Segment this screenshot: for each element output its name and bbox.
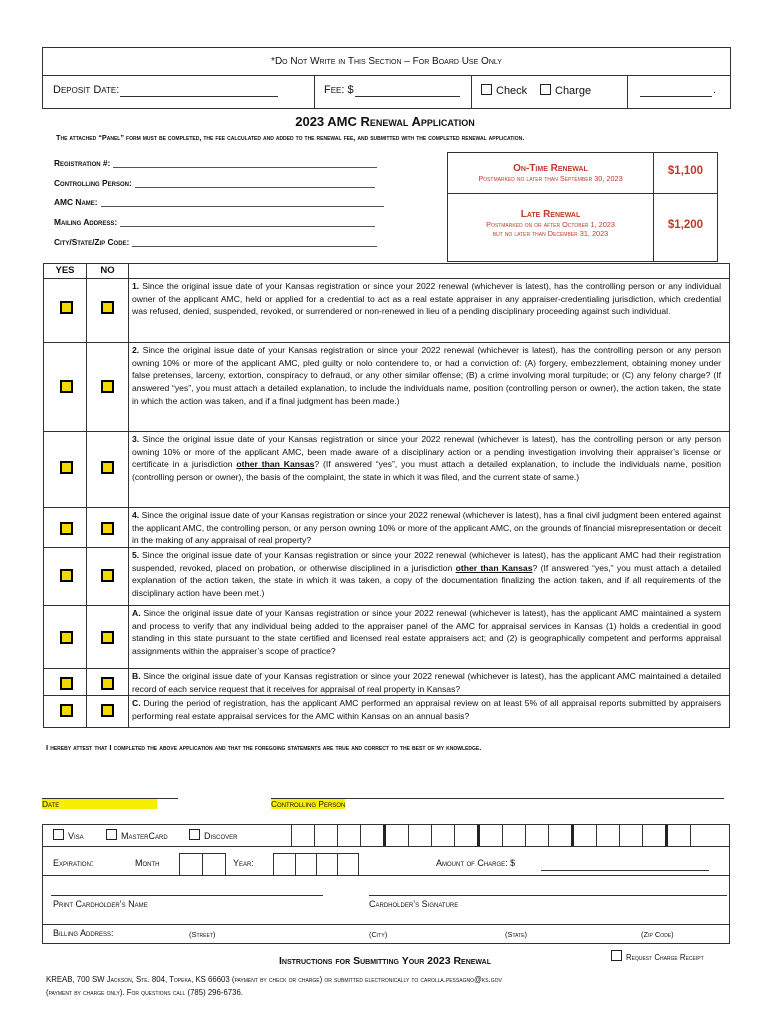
- fee-field[interactable]: [355, 84, 460, 97]
- check-option[interactable]: Check: [481, 84, 527, 97]
- question-a-text: A. Since the original issue date of your Kansas registration or since your 2022 renewal (whichever is latest), has the applicant AMC maintained a system and process to verify that any individual being added to the appraiser panel of the AMC for appraisal services in Kansas (1) holds a credential in good standing in this state pursuant to the state certified and licensed real estate appraisers act; and (2) is geographically competent and performs appraisal assignments within the appraiser’s scope of practice?: [132, 608, 721, 657]
- question-4-yes-checkbox[interactable]: [60, 522, 73, 535]
- question-1-yes-checkbox[interactable]: [60, 301, 73, 314]
- ontime-renewal-deadline: Postmarked no later than September 30, 2023: [478, 174, 623, 183]
- submission-instructions-title: Instructions for Submitting Your 2023 Renewal: [279, 955, 491, 967]
- question-1-no-checkbox[interactable]: [101, 301, 114, 314]
- question-3-text: 3. Since the original issue date of your Kansas registration or since your 2022 renewal (whichever is latest), has the controlling person or any person owning 10% or more of the applicant AMC, been made aware of a disciplinary action or a pending investigation involving their appraiser’s license or certificate in a jurisdiction other than Kansas? (If answered “yes”, you must attach a detailed explanation, to include the individuals name, position (controlling person or owner), the basis of the complaint, the state in which it was filed, and the current state of same.): [132, 434, 721, 483]
- page-title: 2023 AMC Renewal Application: [295, 114, 475, 129]
- state-label: (State): [505, 930, 528, 939]
- date-signature-line: [42, 798, 178, 813]
- question-c-text: C. During the period of registration, has the applicant AMC performed an appraisal review on at least 5% of all appraisal reports submitted by appraisers performing real estate appraisal services for the AMC within Kansas on an annual basis?: [132, 698, 721, 721]
- controlling-person-signature-line: [271, 798, 724, 813]
- late-renewal-deadline-end: but no later than December 31, 2023: [492, 229, 609, 238]
- question-a-yes-checkbox[interactable]: [60, 631, 73, 644]
- month-label: Month: [135, 858, 160, 868]
- ontime-renewal-label: On-Time Renewal: [513, 163, 588, 174]
- request-receipt-option[interactable]: Request Charge Receipt: [611, 950, 704, 962]
- board-trail: .: [713, 84, 717, 96]
- question-a-no-checkbox[interactable]: [101, 631, 114, 644]
- question-4-no-checkbox[interactable]: [101, 522, 114, 535]
- street-label: (Street): [189, 930, 216, 939]
- billing-address-label: Billing Address:: [53, 928, 114, 938]
- late-renewal-deadline-start: Postmarked on or after October 1, 2023: [486, 220, 615, 229]
- question-row-2: [44, 342, 729, 432]
- cardholder-name-field[interactable]: [51, 883, 323, 896]
- charge-checkbox[interactable]: [540, 84, 551, 95]
- year-field[interactable]: [273, 853, 359, 876]
- submission-address: [46, 973, 736, 999]
- city-label: (City): [369, 930, 388, 939]
- zip-label: (Zip Code): [641, 930, 674, 939]
- discover-checkbox[interactable]: [189, 829, 200, 840]
- question-row-3: [44, 431, 729, 508]
- visa-checkbox[interactable]: [53, 829, 64, 840]
- no-column-header: NO: [100, 265, 115, 276]
- question-3-no-checkbox[interactable]: [101, 461, 114, 474]
- question-4-text: 4. Since the original issue date of your Kansas registration or since your 2022 renewal (whichever is latest), has a final civil judgment been entered against the applicant AMC, the controlling person, or any person owning 10% or more of the applicant AMC, on the grounds of financial misrepresentation or deceit in the making of any appraisal of real property?: [132, 510, 721, 546]
- mastercard-option[interactable]: MasterCard: [106, 829, 168, 841]
- deposit-date-field[interactable]: [120, 84, 278, 97]
- mailing-address-field[interactable]: Mailing Address:: [54, 217, 375, 227]
- board-extra-field[interactable]: [640, 84, 712, 97]
- expiration-label: Expiration:: [53, 858, 94, 868]
- controlling-person-field[interactable]: Controlling Person:: [54, 178, 375, 188]
- fee-table: [447, 152, 718, 262]
- question-5-no-checkbox[interactable]: [101, 569, 114, 582]
- amount-label: Amount of Charge: $: [436, 858, 516, 868]
- question-b-yes-checkbox[interactable]: [60, 677, 73, 690]
- question-row-a: [44, 605, 729, 669]
- year-label: Year:: [233, 858, 254, 868]
- ontime-renewal-amount: $1,100: [667, 165, 704, 177]
- question-5-text: 5. Since the original issue date of your Kansas registration or since your 2022 renewal (whichever is latest), has the applicant AMC had their registration suspended, revoked, placed on probation, or otherwise disciplined in a jurisdiction other than Kansas? (If answered “yes,” you must attach a detailed explanation of the action taken, the state in which it was taken, a copy of the documentation finalizing the action taken, and if all requirements of the disciplinary action have been met.): [132, 550, 721, 599]
- cardholder-signature-label: Cardholder’s Signature: [369, 899, 459, 909]
- address-line-1: KREAB, 700 SW Jackson, Ste. 804, Topeka, KS 66603 (payment by check or charge) or submitted electronically to carolla.pessagno@ks.gov: [46, 975, 502, 984]
- controlling-person-label: Controlling Person: [271, 799, 346, 809]
- question-c-no-checkbox[interactable]: [101, 704, 114, 717]
- controlling-person-signature-field[interactable]: [271, 783, 724, 797]
- address-line-2: (payment by charge only). For questions call (785) 296-6736.: [46, 988, 243, 997]
- payment-box: [42, 824, 730, 944]
- question-c-yes-checkbox[interactable]: [60, 704, 73, 717]
- question-2-text: 2. Since the original issue date of your Kansas registration or since your 2022 renewal (whichever is latest), has the controlling person or any person owning 10% or more of the applicant AMC, pled guilty or nolo contendere to, or had a conviction of: (A) forgery, embezzlement, obtaining money under false pretenses, larceny, extortion, conspiracy to defraud, or any other similar offense; (B) a crime involving moral turpitude; or (C) any felony charge? (If answered “yes”, you must attach a detailed explanation, to include the individuals name, position (controlling person or owner), the action taken, the state in which the action was taken, and if a final judgment has been made.): [132, 345, 721, 406]
- question-5-yes-checkbox[interactable]: [60, 569, 73, 582]
- question-row-1: [44, 278, 729, 343]
- attestation-statement: I hereby attest that I completed the above application and that the foregoing statements are true and correct to the best of my knowledge.: [46, 743, 482, 752]
- question-row-4: [44, 507, 729, 548]
- check-checkbox[interactable]: [481, 84, 492, 95]
- yes-column-header: YES: [55, 265, 75, 276]
- mastercard-checkbox[interactable]: [106, 829, 117, 840]
- registration-field[interactable]: Registration #:: [54, 158, 377, 168]
- question-row-b: [44, 668, 729, 696]
- amc-name-field[interactable]: AMC Name:: [54, 197, 384, 207]
- visa-option[interactable]: Visa: [53, 829, 84, 841]
- question-2-no-checkbox[interactable]: [101, 380, 114, 393]
- print-name-label: Print Cardholder’s Name: [53, 899, 148, 909]
- charge-option[interactable]: Charge: [540, 84, 591, 97]
- late-renewal-amount: $1,200: [667, 219, 704, 231]
- questions-table: [43, 263, 730, 728]
- cardholder-signature-field[interactable]: [369, 883, 727, 896]
- form-instructions: The attached “Panel” form must be completed, the fee calculated and added to the renewal fee, and submitted with the completed renewal application.: [56, 133, 525, 142]
- amount-field[interactable]: [541, 858, 709, 871]
- late-renewal-label: Late Renewal: [520, 209, 581, 220]
- question-b-no-checkbox[interactable]: [101, 677, 114, 690]
- board-use-box: [42, 47, 731, 109]
- fee-label: Fee: $: [324, 84, 354, 96]
- date-field[interactable]: [42, 783, 178, 797]
- deposit-date-label: Deposit Date:: [53, 84, 120, 96]
- question-row-c: [44, 695, 729, 727]
- discover-option[interactable]: Discover: [189, 829, 238, 841]
- question-1-text: 1. Since the original issue date of your Kansas registration or since your 2022 renewal (whichever is latest), has the controlling person or any individual owner of the applicant AMC, held or applied for a credential to act as a real estate appraiser in any appraiser-credentialing jurisdiction, which credential was refused, denied, suspended, revoked, or surrendered or non-renewed in lieu of a pending disciplinary proceeding against such individual.: [132, 281, 721, 317]
- date-label: Date: [42, 799, 157, 809]
- city-state-zip-field[interactable]: City/State/Zip Code:: [54, 237, 377, 247]
- question-row-5: [44, 547, 729, 606]
- question-3-yes-checkbox[interactable]: [60, 461, 73, 474]
- month-field[interactable]: [179, 853, 226, 876]
- question-b-text: B. Since the original issue date of your Kansas registration or since your 2022 renewal (whichever is latest), has the applicant AMC maintained a detailed record of each service request that it receives for appraisal of real property in Kansas?: [132, 671, 721, 694]
- board-use-header: *Do Not Write in This Section – For Board Use Only: [43, 48, 730, 76]
- question-2-yes-checkbox[interactable]: [60, 380, 73, 393]
